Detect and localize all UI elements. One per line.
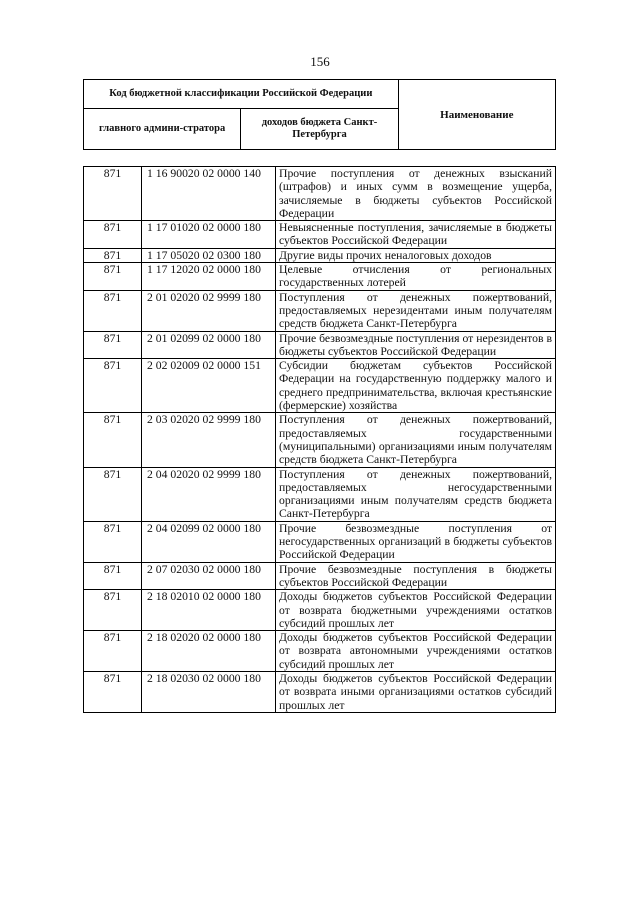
income-column-header: доходов бюджета Санкт-Петербурга [241, 109, 398, 150]
income-code-cell: 2 02 02009 02 0000 151 [142, 359, 276, 413]
table-row [84, 413, 556, 467]
name-cell: Поступления от денежных пожертвований, предоставляемых нерезидентами иным получателям средств бюджета Санкт-Петербурга [276, 290, 556, 331]
admin-code-cell: 871 [84, 290, 142, 331]
admin-code-cell: 871 [84, 413, 142, 467]
table-row [84, 331, 556, 359]
name-cell: Невыясненные поступления, зачисляемые в бюджеты субъектов Российской Федерации [276, 221, 556, 249]
table-row [84, 263, 556, 291]
admin-code-cell: 871 [84, 671, 142, 712]
income-code-cell: 2 07 02030 02 0000 180 [142, 562, 276, 590]
income-code-cell: 2 03 02020 02 9999 180 [142, 413, 276, 467]
name-cell: Доходы бюджетов субъектов Российской Федерации от возврата иными организациями остатков субсидий прошлых лет [276, 671, 556, 712]
table-header [83, 79, 556, 150]
classification-table [83, 166, 556, 713]
name-cell: Другие виды прочих неналоговых доходов [276, 248, 556, 262]
admin-column-header: главного админи-стратора [84, 109, 241, 150]
table-row [84, 521, 556, 562]
name-cell: Целевые отчисления от региональных государственных лотерей [276, 263, 556, 291]
income-code-cell: 2 01 02099 02 0000 180 [142, 331, 276, 359]
income-code-cell: 2 04 02099 02 0000 180 [142, 521, 276, 562]
page-number: 156 [310, 54, 330, 69]
table-row [84, 671, 556, 712]
table-row [84, 248, 556, 262]
income-code-cell: 2 18 02030 02 0000 180 [142, 671, 276, 712]
income-code-cell: 2 01 02020 02 9999 180 [142, 290, 276, 331]
name-cell: Поступления от денежных пожертвований, предоставляемых государственными (муниципальными) организациями иным получателям средств бюджета Санкт-Петербурга [276, 413, 556, 467]
name-cell: Доходы бюджетов субъектов Российской Федерации от возврата бюджетными учреждениями остатков субсидий прошлых лет [276, 590, 556, 631]
table-row [84, 221, 556, 249]
name-cell: Доходы бюджетов субъектов Российской Федерации от возврата автономными учреждениями остатков субсидий прошлых лет [276, 631, 556, 672]
table-row [84, 359, 556, 413]
admin-code-cell: 871 [84, 167, 142, 221]
income-code-cell: 2 04 02020 02 9999 180 [142, 467, 276, 521]
name-cell: Прочие безвозмездные поступления от нерезидентов в бюджеты субъектов Российской Федерации [276, 331, 556, 359]
name-cell: Субсидии бюджетам субъектов Российской Федерации на государственную поддержку малого и среднего предпринимательства, включая крестьянские (фермерские) хозяйства [276, 359, 556, 413]
name-cell: Прочие безвозмездные поступления в бюджеты субъектов Российской Федерации [276, 562, 556, 590]
income-code-cell: 2 18 02020 02 0000 180 [142, 631, 276, 672]
income-code-cell: 1 17 12020 02 0000 180 [142, 263, 276, 291]
admin-code-cell: 871 [84, 631, 142, 672]
income-code-cell: 2 18 02010 02 0000 180 [142, 590, 276, 631]
name-cell: Прочие поступления от денежных взысканий (штрафов) и иных сумм в возмещение ущерба, зачисляемые в бюджеты субъектов Российской Федерации [276, 167, 556, 221]
name-cell: Прочие безвозмездные поступления от негосударственных организаций в бюджеты субъектов Российской Федерации [276, 521, 556, 562]
admin-code-cell: 871 [84, 221, 142, 249]
table-row [84, 290, 556, 331]
income-code-cell: 1 17 05020 02 0300 180 [142, 248, 276, 262]
table-row [84, 562, 556, 590]
admin-code-cell: 871 [84, 263, 142, 291]
table-row [84, 167, 556, 221]
table-body [84, 167, 556, 713]
name-column-header: Наименование [398, 80, 555, 150]
name-cell: Поступления от денежных пожертвований, предоставляемых негосударственными организациями иным получателям средств бюджета Санкт-Петербурга [276, 467, 556, 521]
admin-code-cell: 871 [84, 590, 142, 631]
code-group-header: Код бюджетной классификации Российской Федерации [84, 80, 399, 109]
admin-code-cell: 871 [84, 331, 142, 359]
table-row [84, 467, 556, 521]
income-code-cell: 1 16 90020 02 0000 140 [142, 167, 276, 221]
income-code-cell: 1 17 01020 02 0000 180 [142, 221, 276, 249]
admin-code-cell: 871 [84, 467, 142, 521]
table-row [84, 631, 556, 672]
admin-code-cell: 871 [84, 248, 142, 262]
table-row [84, 590, 556, 631]
admin-code-cell: 871 [84, 521, 142, 562]
admin-code-cell: 871 [84, 359, 142, 413]
admin-code-cell: 871 [84, 562, 142, 590]
